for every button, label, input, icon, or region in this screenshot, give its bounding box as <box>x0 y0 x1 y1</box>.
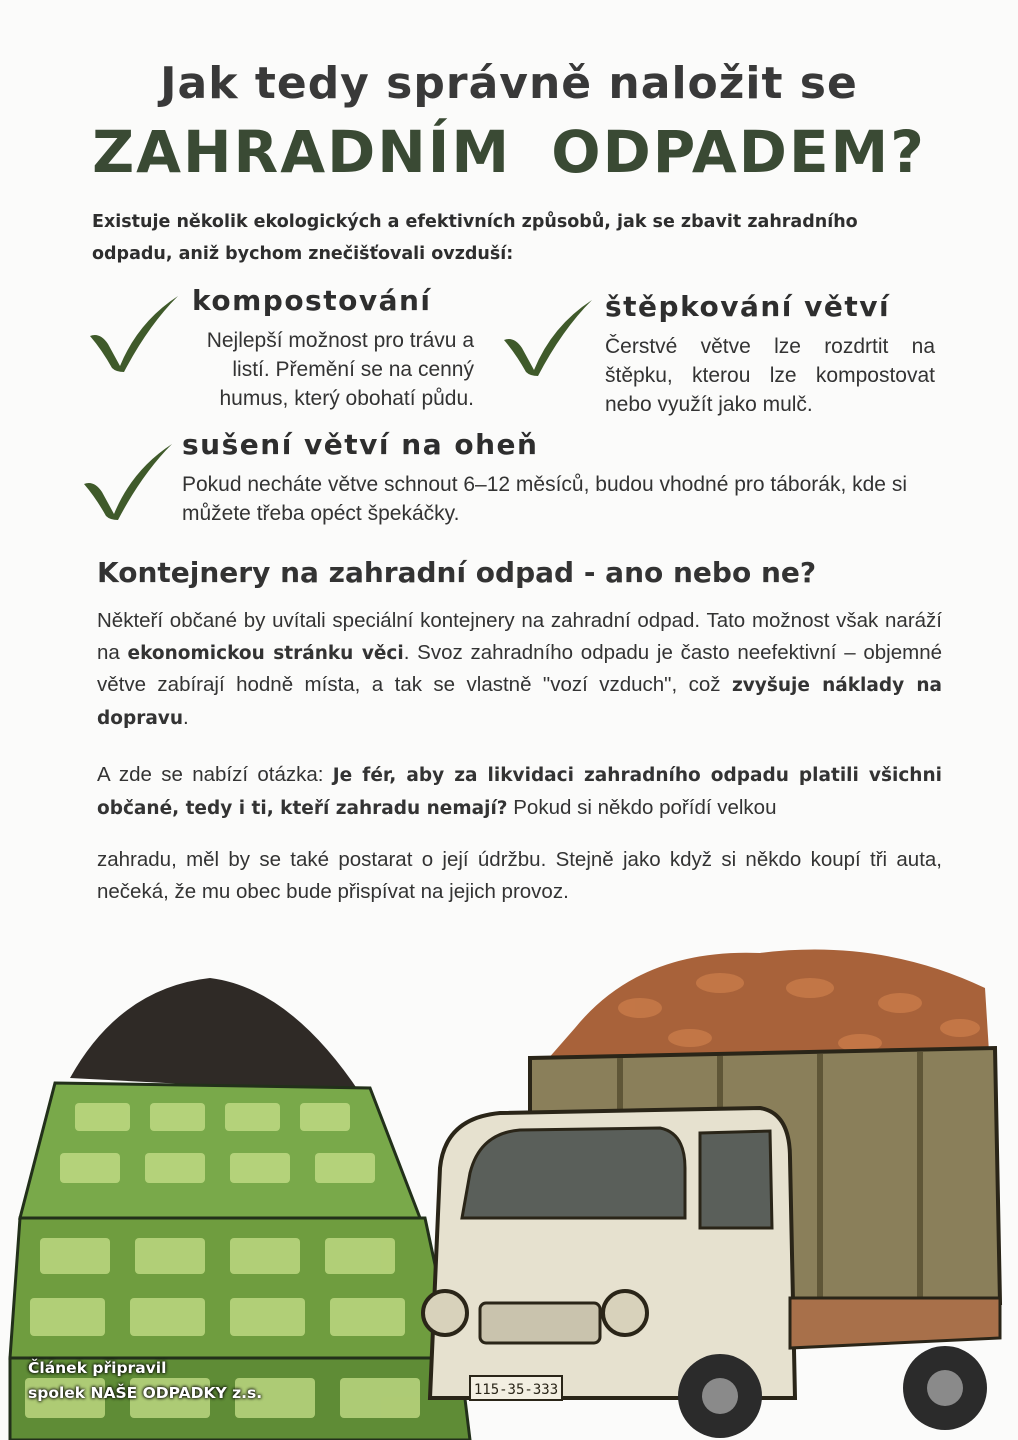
text-span: A zde se nabízí otázka: <box>97 763 333 786</box>
section-heading: Kontejnery na zahradní odpad - ano nebo ne? <box>97 556 817 589</box>
check-icon <box>80 440 176 522</box>
intro-text: Existuje několik ekologických a efektivních způsobů, jak se zbavit zahradního odpadu, aniž bychom znečišťovali ovzduší: <box>92 212 858 264</box>
option-title-compost: kompostování <box>192 284 432 317</box>
credit-line-1: Článek připravil <box>28 1359 167 1377</box>
headlight <box>603 1291 647 1335</box>
paragraph-containers <box>97 605 942 734</box>
title-line-2: ZAHRADNÍM ODPADEM? <box>92 118 926 186</box>
title-line-1: Jak tedy správně naložit se <box>160 58 858 109</box>
bold-span: zvyšuje náklady na dopravu <box>97 675 943 729</box>
windshield <box>462 1128 685 1218</box>
bold-span: ekonomickou stránku věci <box>127 642 404 664</box>
text-span: . <box>183 705 189 729</box>
article-credit <box>28 1356 262 1406</box>
check-icon <box>500 296 596 378</box>
option-text-drying: Pokud necháte větve schnout 6–12 měsíců, budou vhodné pro táborák, kde si můžete třeba opéct špekáčky. <box>182 473 907 525</box>
paragraph-question <box>97 759 942 824</box>
option-title-drying: sušení větví na oheň <box>182 428 539 461</box>
bold-span: Je fér, aby za likvidaci zahradního odpadu platili všichni občané, tedy i ti, kteří zahradu nemají? <box>97 765 942 819</box>
credit-line-2: spolek NAŠE ODPADKY z.s. <box>28 1384 263 1402</box>
text-span: . Svoz zahradního odpadu je často neefektivní – objemné větve zabírají hodně místa, a tak se vlastně "vozí vzduch", což <box>97 640 943 696</box>
check-icon <box>86 292 182 374</box>
compost-heap <box>70 978 360 1093</box>
grille <box>480 1303 600 1343</box>
option-text-chipping: Čerstvé větve lze rozdrtit na štěpku, kterou lze kompostovat nebo využít jako mulč. <box>605 335 935 416</box>
option-text-compost: Nejlepší možnost pro trávu a listí. Přemění se na cenný humus, který obohatí půdu. <box>206 329 474 410</box>
text-span: Pokud si někdo pořídí velkou <box>507 795 777 819</box>
text-span: Někteří občané by uvítali speciální kontejnery na zahradní odpad. Tato možnost však naráží na <box>97 609 942 664</box>
license-plate-text: 115-35-333 <box>473 1382 559 1398</box>
option-title-chipping: štěpkování větví <box>605 290 891 323</box>
headlight <box>423 1291 467 1335</box>
paragraph-garden: zahradu, měl by se také postarat o její údržbu. Stejně jako když si někdo koupí tři auta, nečeká, že mu obec bude přispívat na jejich provoz. <box>97 848 942 903</box>
